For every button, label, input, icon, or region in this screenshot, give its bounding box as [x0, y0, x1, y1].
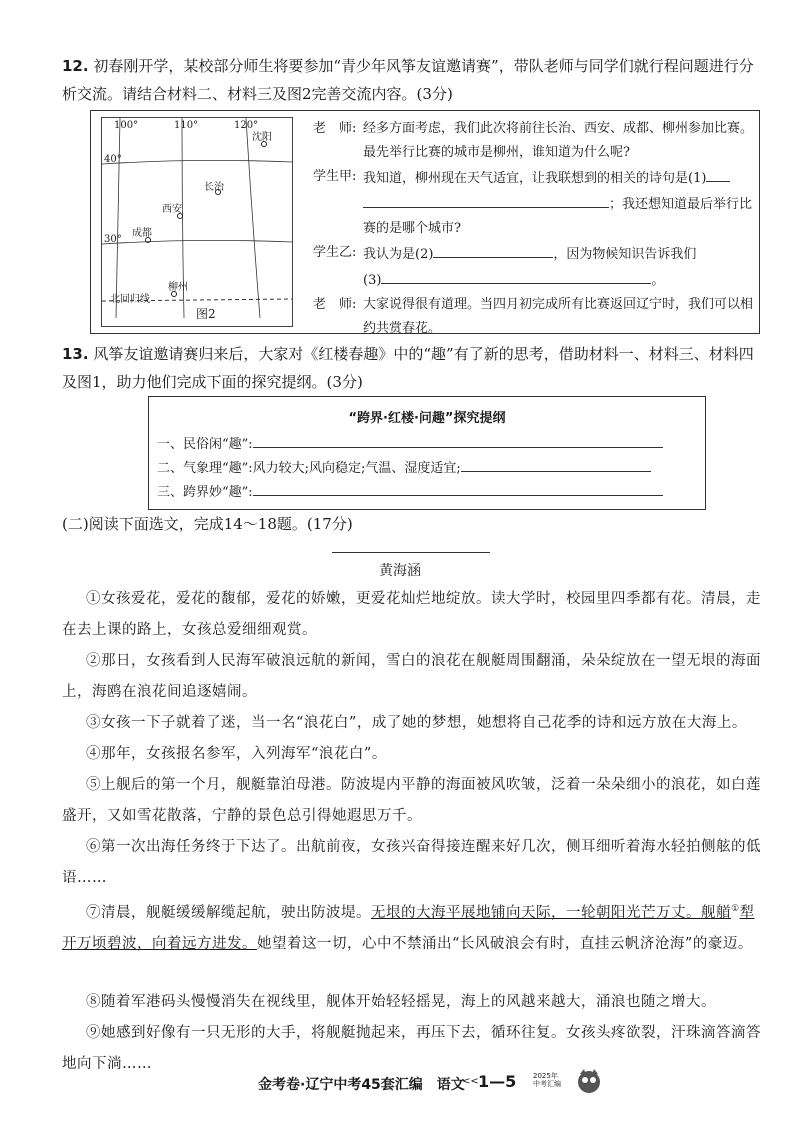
paragraph-8: ⑧随着军港码头慢慢消失在视线里，舰体开始轻轻摇晃，海上的风越来越大，涌浪也随之增大。 [86, 994, 716, 1010]
question-number: 13. [62, 345, 89, 363]
map-caption: 图2 [196, 307, 216, 321]
dialog-text: 。 [651, 273, 665, 288]
mascot-icon [574, 1068, 604, 1098]
article-title: 黄海涵 [379, 563, 421, 579]
lon-label-120: 120° [234, 120, 259, 131]
paragraph-7-text: 她望着这一切，心中不禁涌出“长风破浪会有时，直挂云帆济沧海”的豪迈。 [257, 935, 753, 952]
outline-box [148, 396, 706, 510]
map-figure [101, 117, 293, 327]
paragraph-2: ②那日，女孩看到人民海军破浪远航的新闻，雪白的浪花在舰艇周围翻涌，朵朵绽放在一望无垠的海面上，海鸥在浪花间追逐嬉闹。 [62, 653, 761, 700]
lon-line-100 [116, 118, 120, 318]
lat-line-40 [102, 160, 292, 164]
paragraph-4: ④那年，女孩报名参军，入列海军“浪花白”。 [86, 746, 387, 762]
answer-blank-2[interactable] [433, 241, 553, 258]
city-label-xian: 西安 [162, 204, 182, 215]
dialog-text: ，因为物候知识告诉我们 [553, 247, 697, 262]
paragraph-5: ⑤上舰后的第一个月，舰艇靠泊母港。防波堤内平静的海面被风吹皱，泛着一朵朵细小的浪花，如白莲盛开，又如雪花散落，宁静的景色总引得她遐思万千。 [62, 777, 761, 824]
outline-blank-3[interactable] [253, 479, 663, 496]
city-label-liuzhou: 柳州 [168, 282, 188, 293]
footer-tiny-1: 2025年 [533, 1072, 558, 1080]
dialog [313, 117, 753, 341]
answer-blank-3[interactable] [381, 267, 651, 284]
page-number: 1—5 [478, 1072, 517, 1091]
outline-label: 三、跨界妙“趣”: [157, 485, 253, 500]
figure-box [90, 110, 760, 334]
lon-label-100: 100° [114, 120, 139, 131]
lat-label-40: 40° [104, 154, 122, 165]
dialog-text: 我认为是(2) [363, 247, 434, 262]
footnote-mark: ① [731, 904, 740, 914]
footer-arrows: << [462, 1076, 479, 1087]
outline-title: “跨界·红楼·问趣”探究提纲 [348, 411, 506, 426]
footer-tiny-2: 中考汇编 [533, 1080, 561, 1088]
footer-title: 金考卷·辽宁中考45套汇编 语文 [258, 1077, 465, 1093]
speaker-student-b: 学生乙: [313, 245, 357, 260]
question-13 [62, 340, 762, 396]
question-number: 12. [62, 57, 89, 75]
dialog-row-student-b [313, 241, 753, 293]
dialog-text: 经多方面考虑，我们此次将前往长治、西安、成都、柳州参加比赛。最先举行比赛的城市是柳州，谁知道为什么呢? [363, 121, 754, 160]
section-heading: (二)阅读下面选文，完成14～18题。(17分) [62, 515, 353, 533]
paragraph-1: ①女孩爱花，爱花的馥郁，爱花的娇嫩，更爱花灿烂地绽放。读大学时，校园里四季都有花。清晨，走在去上课的路上，女孩总爱细细观赏。 [62, 591, 761, 638]
dialog-row-teacher1 [313, 117, 753, 165]
outline-line-3 [157, 479, 663, 500]
outline-label: 二、气象理“趣”:风力较大;风向稳定;气温、湿度适宜; [157, 461, 461, 476]
lat-line-30 [102, 240, 292, 244]
outline-label: 一、民俗闲“趣”: [157, 437, 253, 452]
paragraph-3: ③女孩一下子就着了迷，当一名“浪花白”，成了她的梦想，她想将自己花季的诗和远方放在大海上。 [86, 715, 747, 731]
footer-tiny [533, 1072, 561, 1088]
question-text: 初春刚开学，某校部分师生将要参加“青少年风筝友谊邀请赛”，带队老师与同学们就行程问题进行分析交流。请结合材料二、材料三及图2完善交流内容。(3分) [62, 57, 754, 103]
outline-line-2 [157, 455, 651, 476]
dialog-text: 我知道，柳州现在天气适宜，让我联想到的相关的诗句是(1) [363, 171, 707, 186]
title-rule [332, 552, 490, 553]
page-footer [0, 1068, 800, 1098]
city-label-changzhi: 长治 [204, 182, 224, 193]
paragraph-6: ⑥第一次出海任务终于下达了。出航前夜，女孩兴奋得接连醒来好几次，侧耳细听着海水轻拍侧舷的低语…… [62, 839, 761, 886]
underlined-sentence: 无垠的大海平展地铺向天际，一轮朝阳光芒万丈。舰艏 [371, 904, 731, 921]
lat-label-30: 30° [104, 234, 122, 245]
speaker-student-a: 学生甲: [313, 169, 357, 184]
question-text: 风筝友谊邀请赛归来后，大家对《红楼春趣》中的“趣”有了新的思考，借助材料一、材料三、材料四及图1，助力他们完成下面的探究提纲。(3分) [62, 345, 754, 391]
lon-line-120 [246, 118, 260, 318]
city-label-shenyang: 沈阳 [252, 132, 272, 143]
outline-blank-1[interactable] [253, 431, 663, 448]
outline-blank-2[interactable] [461, 455, 651, 472]
outline-line-1 [157, 431, 663, 452]
question-12 [62, 52, 762, 108]
answer-blank-1b[interactable] [363, 191, 609, 208]
dialog-row-teacher2 [313, 293, 753, 341]
dialog-text: ；我还想知道最后举行比赛的是哪个城市? [363, 197, 753, 236]
tropic-label: 北回归线 [110, 294, 150, 305]
dialog-text: (3) [363, 273, 382, 288]
speaker-teacher: 老 师: [313, 297, 357, 312]
speaker-teacher: 老 师: [313, 121, 357, 136]
dialog-row-student-a [313, 165, 753, 241]
lon-label-110: 110° [174, 120, 199, 131]
paragraph-7-text: ⑦清晨，舰艇缓缓解缆起航，驶出防波堤。 [86, 904, 371, 921]
paragraph-7 [62, 894, 762, 960]
underlined-sentence: 犁开万顷碧波，向着远方进发。 [62, 904, 755, 952]
paragraph-9: ⑨她感到好像有一只无形的大手，将舰艇抛起来，再压下去，循环往复。女孩头疼欲裂，汗珠滴答滴答地向下淌…… [62, 1025, 761, 1072]
city-label-chengdu: 成都 [132, 228, 152, 239]
answer-blank-1a[interactable] [706, 165, 730, 182]
dialog-text: 大家说得很有道理。当四月初完成所有比赛返回辽宁时，我们可以相约共赏春花。 [363, 297, 754, 336]
